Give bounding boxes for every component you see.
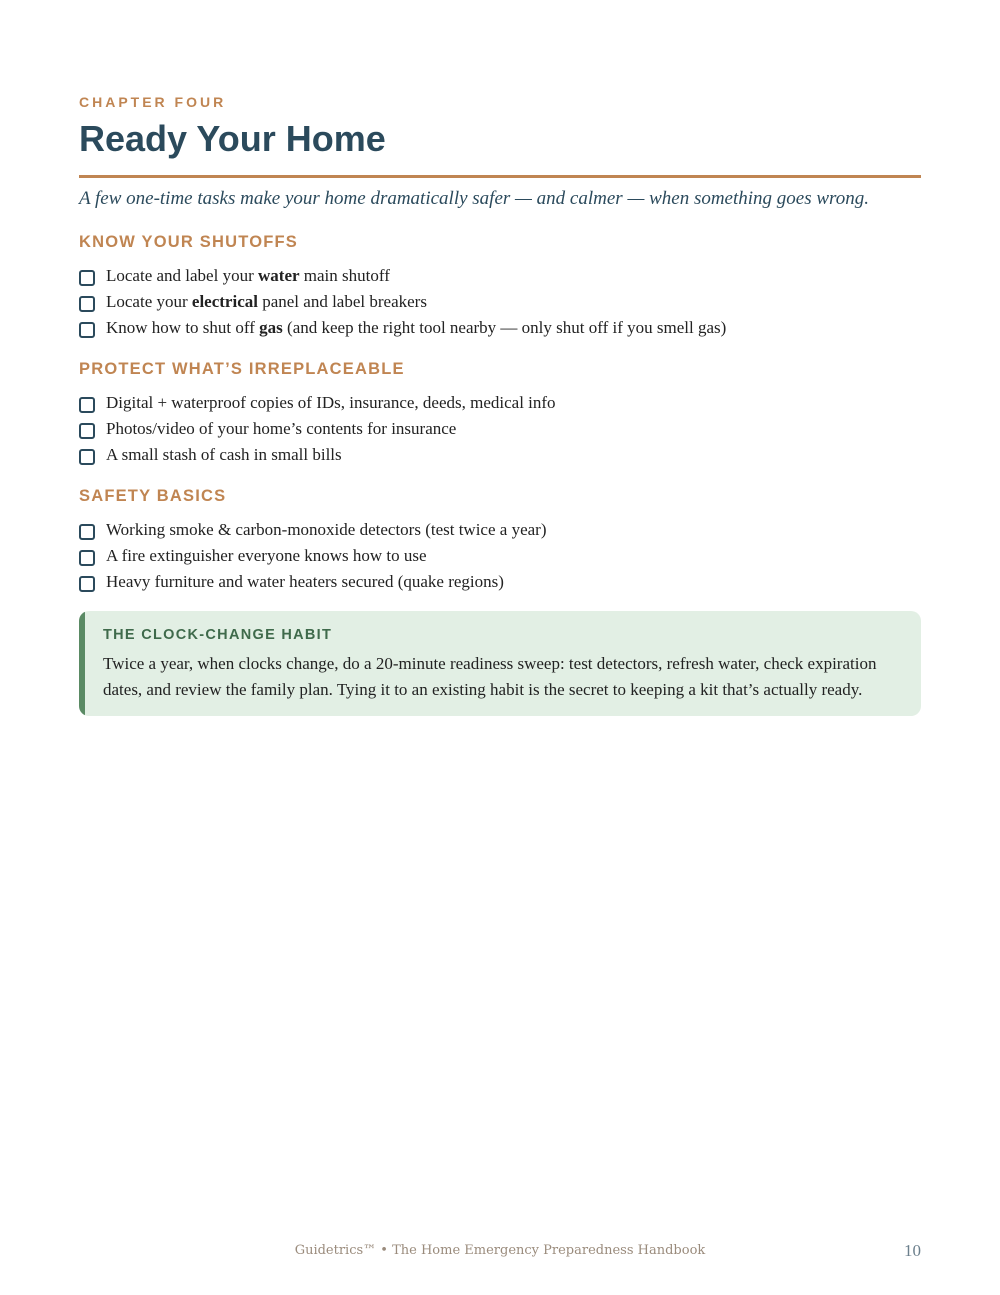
checkbox-icon[interactable] <box>79 550 95 566</box>
item-text: Photos/video of your home’s contents for insurance <box>106 419 457 438</box>
checklist-item[interactable] <box>79 543 546 569</box>
checkbox-icon[interactable] <box>79 397 95 413</box>
callout-title: THE CLOCK-CHANGE HABIT <box>103 627 333 643</box>
checklist-item[interactable] <box>79 442 556 468</box>
checklist-safety <box>79 517 546 595</box>
callout-body: Twice a year, when clocks change, do a 20-minute readiness sweep: test detectors, refresh water, check expiration dates, and review the family plan. Tying it to an existing habit is the secret to keeping a kit that’s actually ready. <box>103 654 877 699</box>
checkbox-icon[interactable] <box>79 322 95 338</box>
checkbox-icon[interactable] <box>79 449 95 465</box>
checklist-item[interactable] <box>79 263 726 289</box>
checkbox-icon[interactable] <box>79 270 95 286</box>
checkbox-icon[interactable] <box>79 296 95 312</box>
item-text: Know how to shut off gas (and keep the right tool nearby — only shut off if you smell gas) <box>106 318 727 337</box>
checklist-shutoffs <box>79 263 726 341</box>
section-heading-safety: SAFETY BASICS <box>79 487 227 505</box>
item-text: Locate and label your water main shutoff <box>106 266 390 285</box>
checklist-item[interactable] <box>79 289 726 315</box>
chapter-intro: A few one-time tasks make your home dramatically safer — and calmer — when something goes wrong. <box>79 188 869 209</box>
checklist-item[interactable] <box>79 416 556 442</box>
chapter-label: CHAPTER FOUR <box>79 94 227 110</box>
checkbox-icon[interactable] <box>79 576 95 592</box>
checklist-item[interactable] <box>79 517 546 543</box>
footer-text: Guidetrics™ • The Home Emergency Preparedness Handbook <box>294 1243 706 1258</box>
checklist-item[interactable] <box>79 315 726 341</box>
item-text: A fire extinguisher everyone knows how to use <box>106 546 427 565</box>
page-number: 10 <box>904 1241 921 1260</box>
checkbox-icon[interactable] <box>79 423 95 439</box>
item-text: Digital + waterproof copies of IDs, insurance, deeds, medical info <box>106 393 556 412</box>
item-text: Locate your electrical panel and label breakers <box>106 292 427 311</box>
checkbox-icon[interactable] <box>79 524 95 540</box>
page-title: Ready Your Home <box>79 118 386 159</box>
checklist-item[interactable] <box>79 569 546 595</box>
section-heading-shutoffs: KNOW YOUR SHUTOFFS <box>79 233 298 251</box>
title-divider <box>79 175 921 178</box>
checklist-item[interactable] <box>79 390 556 416</box>
item-text: Heavy furniture and water heaters secured (quake regions) <box>106 572 504 591</box>
tip-callout <box>79 611 921 716</box>
section-heading-irreplaceable: PROTECT WHAT’S IRREPLACEABLE <box>79 360 405 378</box>
item-text: Working smoke & carbon-monoxide detectors (test twice a year) <box>106 520 547 539</box>
item-text: A small stash of cash in small bills <box>106 445 342 464</box>
callout-accent-bar <box>79 611 85 716</box>
checklist-irreplaceable <box>79 390 556 468</box>
